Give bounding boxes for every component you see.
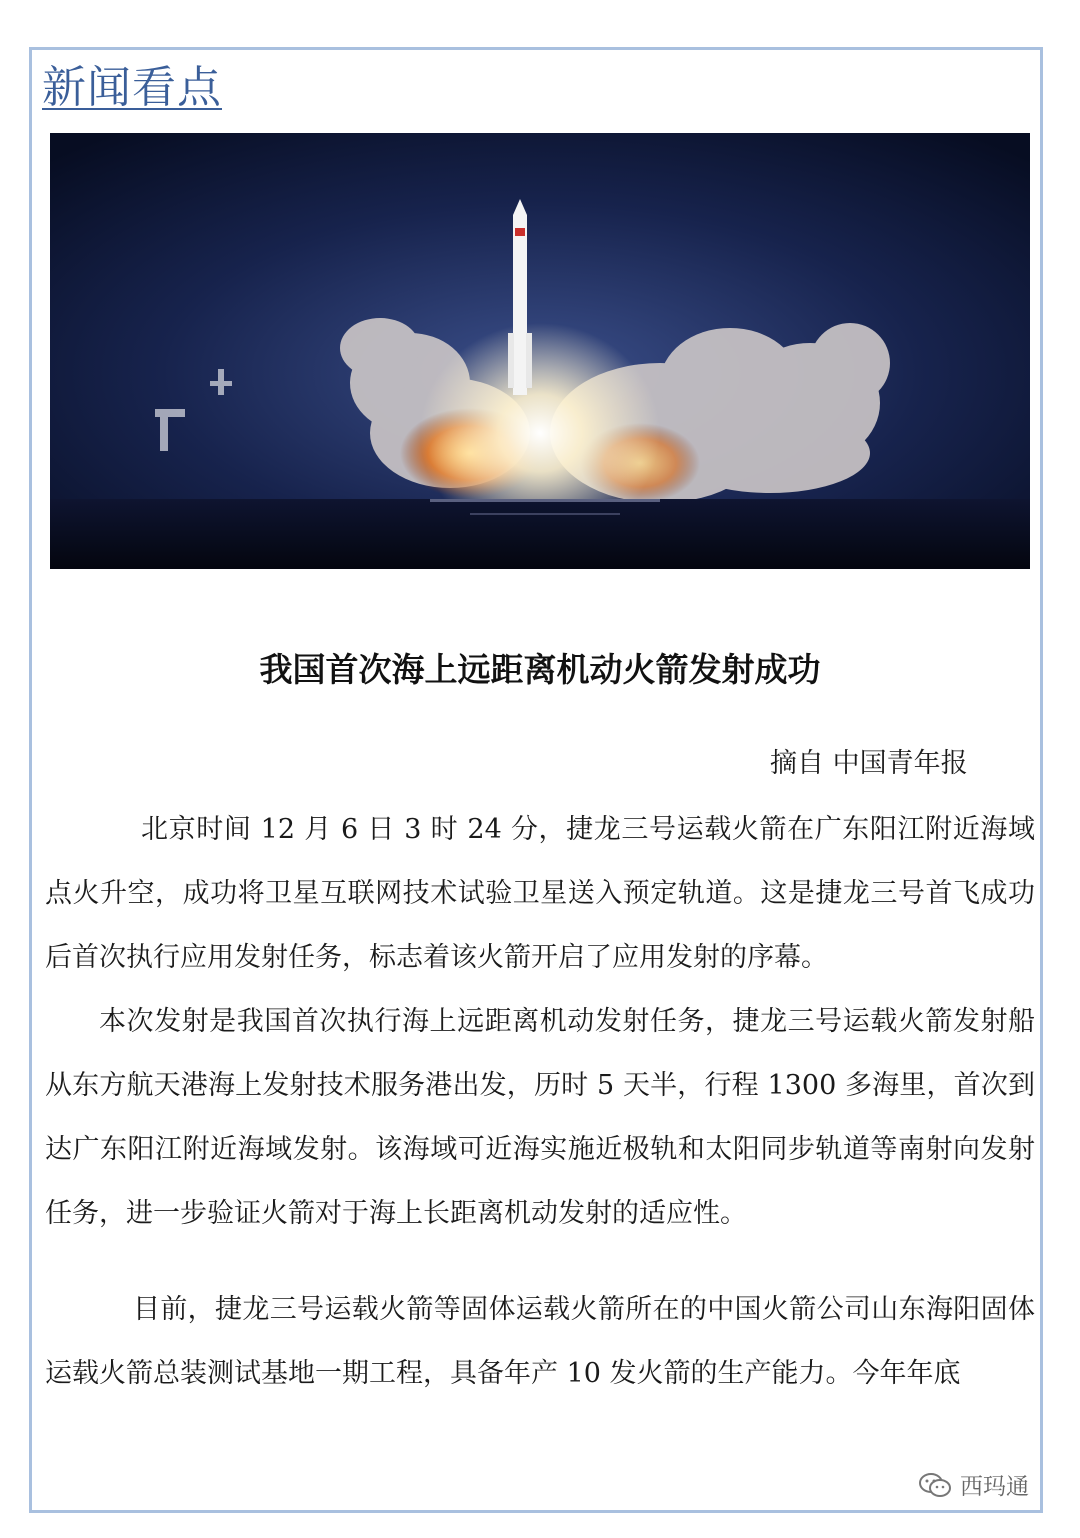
article-paragraph: 本次发射是我国首次执行海上远距离机动发射任务，捷龙三号运载火箭发射船从东方航天港海上发射技术服务港出发，历时 5 天半，行程 1300 多海里，首次到达广东阳江附近海域发射。该海域可近海实施近极轨和太阳同步轨道等南射向发射任务，进一步验证火箭对于海上长距离机动发射的适应性。 <box>45 1006 1035 1229</box>
article-paragraph: 目前，捷龙三号运载火箭等固体运载火箭所在的中国火箭公司山东海阳固体运载火箭总装测试基地一期工程，具备年产 10 发火箭的生产能力。今年年底 <box>45 1294 1035 1389</box>
watermark <box>918 1468 1029 1501</box>
wechat-icon <box>918 1471 952 1499</box>
article-headline: 我国首次海上远距离机动火箭发射成功 <box>259 650 821 689</box>
article-paragraph: 北京时间 12 月 6 日 3 时 24 分，捷龙三号运载火箭在广东阳江附近海域点火升空，成功将卫星互联网技术试验卫星送入预定轨道。这是捷龙三号首飞成功后首次执行应用发射任务，标志着该火箭开启了应用发射的序幕。 <box>45 814 1035 973</box>
article-source: 摘自 中国青年报 <box>770 748 968 779</box>
section-title: 新闻看点 <box>42 62 222 113</box>
rocket-launch-photo <box>50 133 1030 569</box>
watermark-text: 西玛通 <box>960 1474 1029 1500</box>
